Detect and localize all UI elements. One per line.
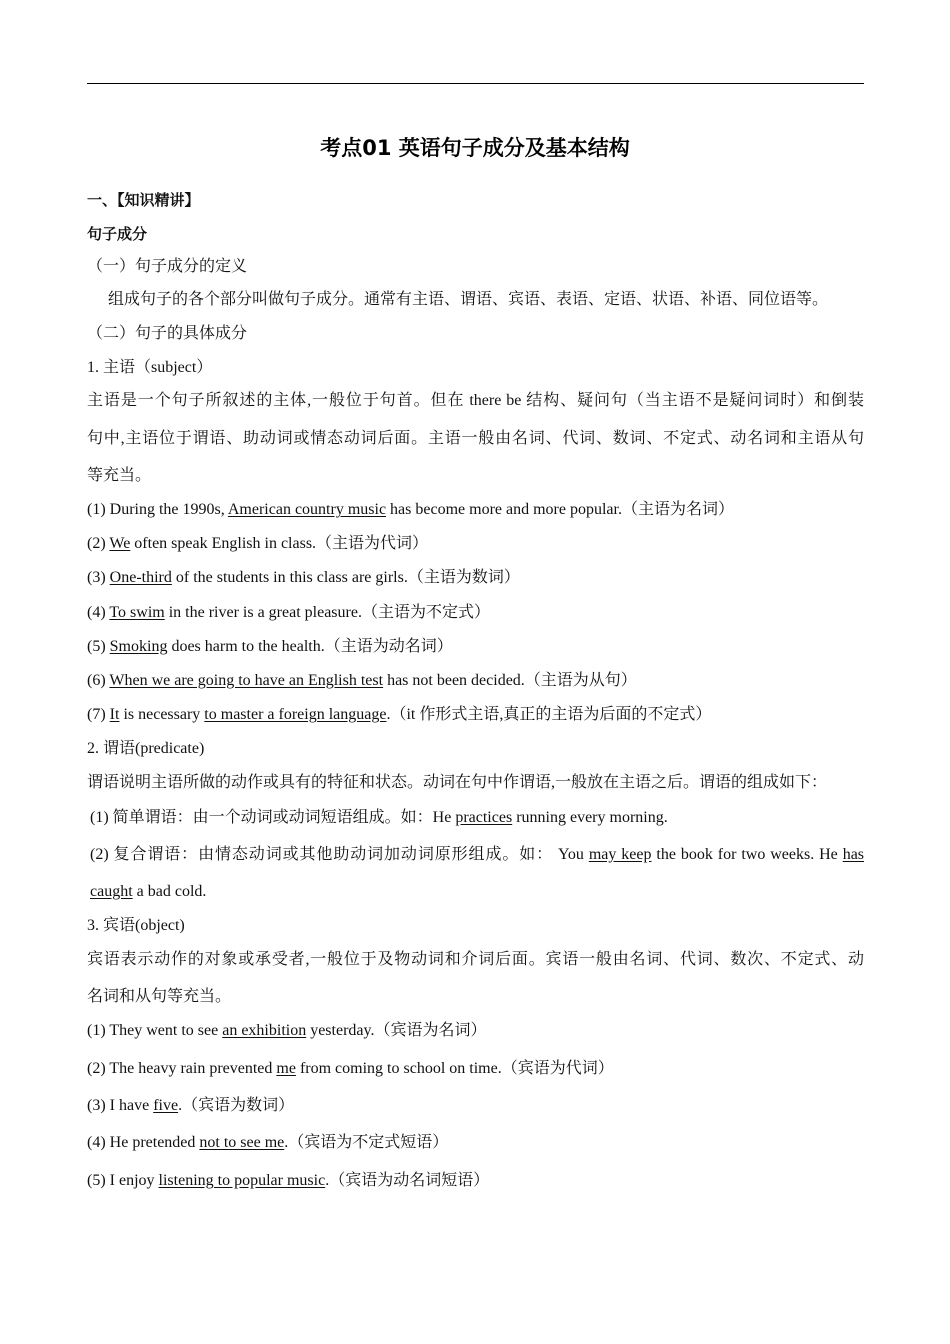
subject-example-2: (2) We often speak English in class.（主语为代词） xyxy=(87,535,429,552)
object-desc-line-2: 名词和从句等充当。 xyxy=(87,988,232,1005)
underlined-subject: American country music xyxy=(227,501,387,518)
subject-example-1: (1) During the 1990s, American country music has become more and more popular.（主语为名词） xyxy=(87,501,734,518)
object-example-4: (4) He pretended not to see me.（宾语为不定式短语） xyxy=(87,1134,449,1151)
underlined-subject: One-third xyxy=(109,569,172,586)
underlined-subject: Smoking xyxy=(109,638,168,655)
underlined-predicate: practices xyxy=(455,809,513,826)
underlined-predicate: has xyxy=(842,846,865,863)
object-example-5: (5) I enjoy listening to popular music.（宾语为动名词短语） xyxy=(87,1172,490,1189)
subject-desc-line-1: 主语是一个句子所叙述的主体,一般位于句首。但在 there be 结构、疑问句（当主语不是疑问词时）和倒装 xyxy=(87,392,864,409)
subject-example-7: (7) It is necessary to master a foreign language.（it 作形式主语,真正的主语为后面的不定式） xyxy=(87,706,712,723)
section-heading: 一、【知识精讲】 xyxy=(87,191,200,209)
underlined-object: five xyxy=(153,1097,179,1114)
underlined-predicate: caught xyxy=(90,883,133,900)
underlined-real-subject: to master a foreign language xyxy=(204,706,387,723)
page-title: 考点01 英语句子成分及基本结构 xyxy=(320,136,630,160)
underlined-object: an exhibition xyxy=(222,1022,307,1039)
object-example-1: (1) They went to see an exhibition yesterday.（宾语为名词） xyxy=(87,1022,487,1039)
underlined-formal-subject: It xyxy=(109,706,120,723)
predicate-simple: (1) 简单谓语：由一个动词或动词短语组成。如：He practices running every morning. xyxy=(90,809,668,826)
definition-text: 组成句子的各个部分叫做句子成分。通常有主语、谓语、宾语、表语、定语、状语、补语、同位语等。 xyxy=(108,291,829,308)
definition-heading: （一）句子成分的定义 xyxy=(87,258,248,275)
predicate-desc: 谓语说明主语所做的动作或具有的特征和状态。动词在句中作谓语,一般放在主语之后。谓语的组成如下： xyxy=(87,774,828,791)
subject-desc-line-2: 句中,主语位于谓语、助动词或情态动词后面。主语一般由名词、代词、数词、不定式、动名词和主语从句 xyxy=(87,430,864,447)
underlined-object: me xyxy=(276,1060,296,1077)
subject-example-3: (3) One-third of the students in this class are girls.（主语为数词） xyxy=(87,569,520,586)
subject-example-4: (4) To swim in the river is a great pleasure.（主语为不定式） xyxy=(87,604,490,621)
underlined-subject: To swim xyxy=(109,604,165,621)
object-example-2: (2) The heavy rain prevented me from coming to school on time.（宾语为代词） xyxy=(87,1060,614,1077)
object-example-3: (3) I have five.（宾语为数词） xyxy=(87,1097,295,1114)
underlined-predicate: may keep xyxy=(588,846,652,863)
subject-desc-line-3: 等充当。 xyxy=(87,467,152,484)
specific-heading: （二）句子的具体成分 xyxy=(87,325,248,342)
predicate-compound: (2) 复合谓语：由情态动词或其他助动词加动词原形组成。如： You may keep the book for two weeks. He has xyxy=(90,846,865,863)
predicate-heading: 2. 谓语(predicate) xyxy=(87,740,205,757)
subject-example-6: (6) When we are going to have an English test has not been decided.（主语为从句） xyxy=(87,672,637,689)
topic-heading: 句子成分 xyxy=(87,225,148,243)
subject-heading: 1. 主语（subject） xyxy=(87,359,213,376)
object-heading: 3. 宾语(object) xyxy=(87,917,185,934)
underlined-object: not to see me xyxy=(199,1134,285,1151)
predicate-compound-cont: caught a bad cold. xyxy=(90,883,207,900)
object-desc-line-1: 宾语表示动作的对象或承受者,一般位于及物动词和介词后面。宾语一般由名词、代词、数次、不定式、动 xyxy=(87,951,864,968)
underlined-subject: We xyxy=(109,535,131,552)
subject-example-5: (5) Smoking does harm to the health.（主语为动名词） xyxy=(87,638,453,655)
underlined-subject: When we are going to have an English test xyxy=(109,672,384,689)
underlined-object: listening to popular music xyxy=(158,1172,326,1189)
header-rule xyxy=(87,83,864,84)
